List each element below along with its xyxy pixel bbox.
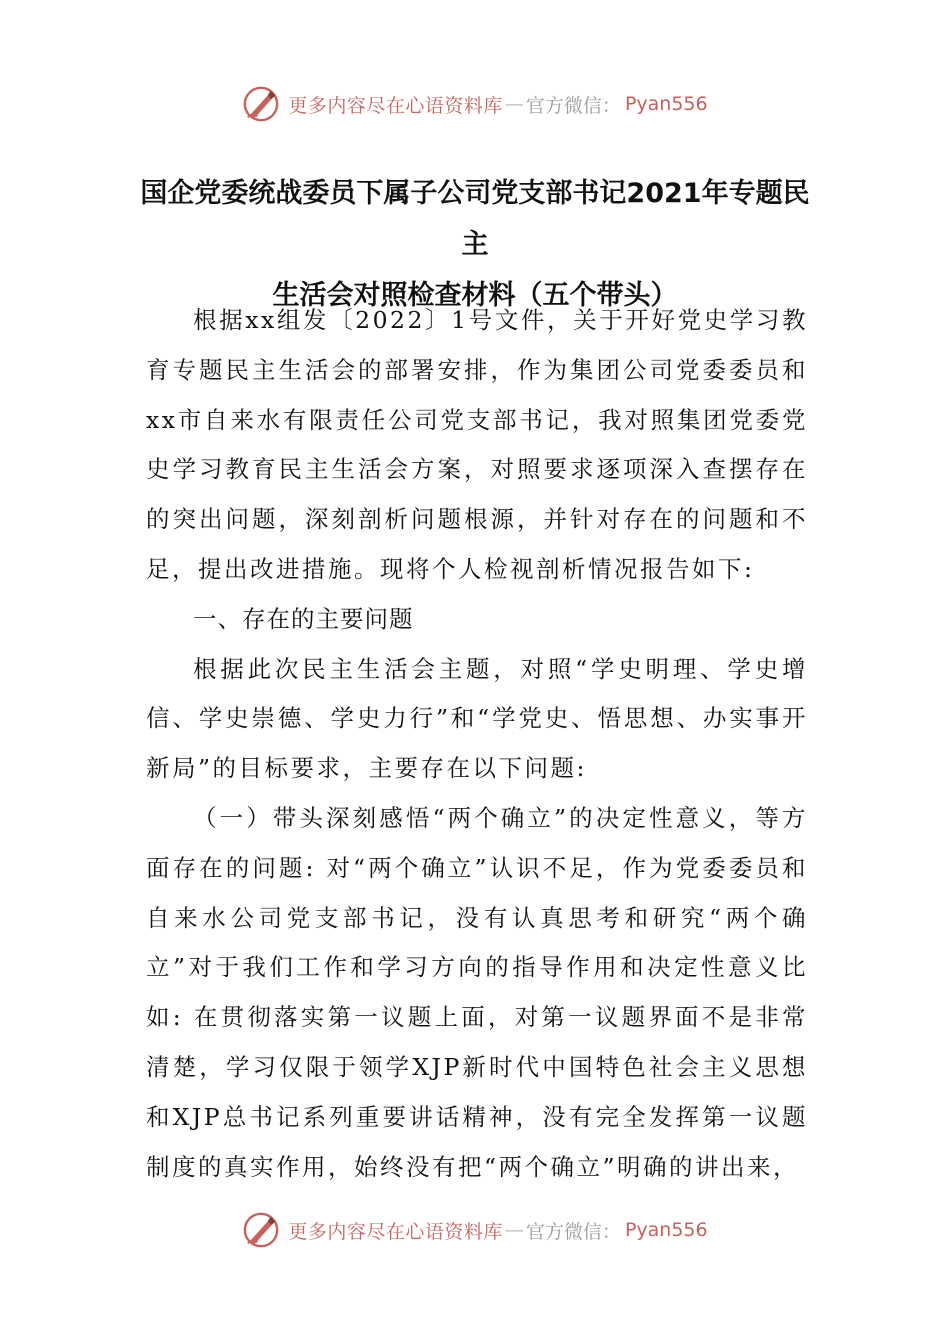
banner-separator: — — [504, 1219, 524, 1241]
title-line-1: 国企党委统战委员下属子公司党支部书记2021年专题民主 — [140, 178, 810, 260]
watermark-banner-top — [0, 82, 950, 126]
pen-logo-icon — [242, 1211, 280, 1249]
banner-wechat-id: Pyan556 — [624, 1219, 708, 1241]
section-heading-1: 一、存在的主要问题 — [193, 604, 414, 633]
paragraph-problem-1: （一）带头深刻感悟“两个确立”的决定性意义，等方面存在的问题: 对“两个确立”认识不足，作为党委委员和自来水公司党支部书记，没有认真思考和研究“两个确立”对于我们工作和学习方向的指导作用和决定性意义比如: 在贯彻落实第一议题上面，对第一议题界面不是非常清楚，学习仅限于领学XJP新时代中国特色社会主义思想和XJP总书记系列重要讲话精神，没有完全发挥第一议题制度的真实作用，始终没有把“两个确立”明确的讲出来， — [146, 803, 808, 1181]
pen-logo-icon — [242, 85, 280, 123]
banner-separator: — — [504, 93, 524, 115]
title-line-2: 生活会对照检查材料（五个带头） — [272, 280, 678, 311]
watermark-banner-bottom — [0, 1208, 950, 1252]
paragraph-intro: 根据xx组发〔2022〕1号文件，关于开好党史学习教育专题民主生活会的部署安排，作为集团公司党委委员和xx市自来水有限责任公司党支部书记，我对照集团党委党史学习教育民主生活会方案，对照要求逐项深入查摆存在的突出问题，深刻剖析问题根源，并针对存在的问题和不足，提出改进措施。现将个人检视剖析情况报告如下: — [146, 306, 808, 583]
banner-wechat-id: Pyan556 — [624, 93, 708, 115]
banner-brand-text: 更多内容尽在心语资料库 — [288, 1220, 503, 1243]
banner-brand-text: 更多内容尽在心语资料库 — [288, 94, 503, 117]
document-body — [146, 296, 808, 1192]
banner-wechat-label: 官方微信： — [525, 1220, 621, 1243]
banner-wechat-label: 官方微信： — [525, 94, 621, 117]
paragraph-problems-intro: 根据此次民主生活会主题，对照“学史明理、学史增信、学史崇德、学史力行”和“学党史、悟思想、办实事开新局”的目标要求，主要存在以下问题: — [146, 654, 808, 783]
